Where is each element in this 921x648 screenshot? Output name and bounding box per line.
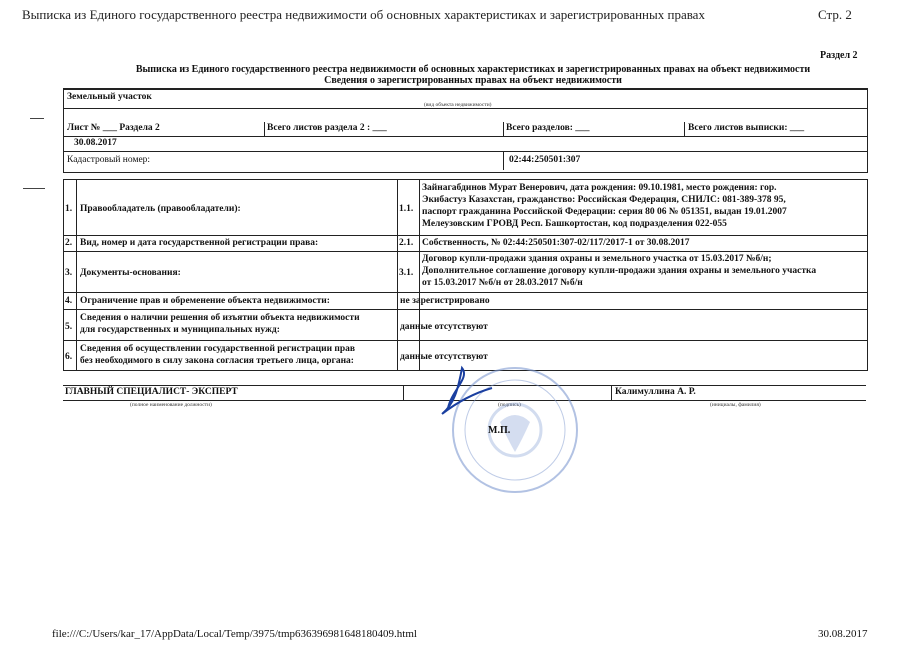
basis-line-2: Дополнительное соглашение договору купли-продажи здания охраны и земельного участка	[422, 266, 817, 276]
row-label: Вид, номер и дата государственной регистрации права:	[80, 238, 319, 248]
row-number: 1.	[65, 204, 73, 214]
row-label: для государственных и муниципальных нужд:	[80, 325, 280, 335]
stamp-place-label: М.П.	[488, 425, 511, 436]
extract-date: 30.08.2017	[74, 138, 117, 148]
cadastral-label: Кадастровый номер:	[67, 155, 151, 165]
divider	[503, 122, 504, 136]
signer-name: Калимуллина А. Р.	[615, 387, 696, 397]
consent-value: данные отсутствуют	[400, 352, 488, 362]
owner-line-2: Экибастуз Казахстан, гражданство: Российская Федерация, СНИЛС: 081-389-378 95,	[422, 195, 786, 205]
row-divider	[64, 251, 867, 252]
row-label: Документы-основания:	[80, 268, 181, 278]
divider	[611, 386, 612, 400]
row-label: без необходимого в силу закона согласия третьего лица, органа:	[80, 356, 354, 366]
object-header-grid	[63, 88, 868, 173]
registration-value: Собственность, № 02:44:250501:307-02/117/2017-1 от 30.08.2017	[422, 238, 690, 248]
row-subnumber: 3.1.	[399, 268, 414, 278]
row-label: Правообладатель (правообладатели):	[80, 204, 241, 214]
total-sections: Всего разделов: ___	[506, 123, 590, 133]
divider	[397, 180, 398, 370]
divider	[419, 180, 420, 370]
divider	[264, 122, 265, 136]
margin-mark	[23, 182, 45, 189]
owner-line-3: паспорт гражданина Российской Федерации: серия 80 06 № 051351, выдан 19.01.2007	[422, 207, 787, 217]
row-divider	[64, 340, 867, 341]
divider	[684, 122, 685, 136]
print-footer-date: 30.08.2017	[818, 628, 868, 640]
position-caption: (полное наименование должности)	[130, 402, 212, 408]
divider	[76, 180, 77, 370]
print-header-title: Выписка из Единого государственного реестра недвижимости об основных характеристиках и зарегистрированных правах	[22, 7, 705, 22]
date-row	[64, 136, 867, 152]
row-number: 5.	[65, 322, 73, 332]
rights-table	[63, 179, 868, 371]
print-header-page: Стр. 2	[818, 7, 852, 22]
document-title	[108, 64, 838, 86]
cadastral-row	[64, 151, 867, 170]
object-type-caption: (вид объекта недвижимости)	[424, 102, 492, 108]
seizure-value: данные отсутствуют	[400, 322, 488, 332]
section-label: Раздел 2	[820, 50, 858, 61]
row-subnumber: 2.1.	[399, 238, 414, 248]
restriction-value: не зарегистрировано	[400, 296, 490, 306]
signer-position: ГЛАВНЫЙ СПЕЦИАЛИСТ- ЭКСПЕРТ	[65, 387, 238, 397]
row-number: 2.	[65, 238, 73, 248]
row-divider	[64, 309, 867, 310]
owner-line-1: Зайнагабдинов Мурат Венерович, дата рождения: 09.10.1981, место рождения: гор.	[422, 183, 777, 193]
row-subnumber: 1.1.	[399, 204, 414, 214]
margin-mark	[30, 112, 44, 119]
section-sheets: Всего листов раздела 2 : ___	[267, 123, 387, 133]
cadastral-number: 02:44:250501:307	[509, 155, 581, 165]
basis-line-3: от 15.03.2017 №б/н от 28.03.2017 №б/н	[422, 278, 583, 288]
owner-line-4: Мелеузовским ГРОВД Респ. Башкортостан, код подразделения 022-055	[422, 219, 727, 229]
total-sheets: Всего листов выписки: ___	[688, 123, 805, 133]
divider	[503, 151, 504, 170]
row-label: Сведения о наличии решения об изъятии объекта недвижимости	[80, 313, 360, 323]
sheet-info-row	[64, 122, 867, 137]
basis-line-1: Договор купли-продажи здания охраны и земельного участка от 15.03.2017 №б/н;	[422, 254, 772, 264]
object-type: Земельный участок	[67, 92, 152, 102]
row-label: Ограничение прав и обременение объекта недвижимости:	[80, 296, 330, 306]
name-caption: (инициалы, фамилия)	[710, 402, 761, 408]
sheet-number: Лист № ___ Раздела 2	[67, 123, 160, 133]
row-label: Сведения об осуществлении государственной регистрации прав	[80, 344, 356, 354]
object-type-row	[64, 90, 867, 109]
divider	[403, 386, 404, 400]
row-number: 4.	[65, 296, 73, 306]
print-footer-path: file:///C:/Users/kar_17/AppData/Local/Temp/3975/tmp636396981648180409.html	[52, 628, 417, 640]
document-title-main: Выписка из Единого государственного реестра недвижимости об основных характеристиках и зарегистрированных правах на объект недвижимости	[135, 64, 811, 75]
row-divider	[64, 292, 867, 293]
signature-caption: (подпись)	[498, 402, 521, 408]
row-number: 6.	[65, 352, 73, 362]
document-subtitle: Сведения о зарегистрированных правах на объект недвижимости	[324, 75, 622, 86]
row-number: 3.	[65, 268, 73, 278]
row-divider	[64, 235, 867, 236]
